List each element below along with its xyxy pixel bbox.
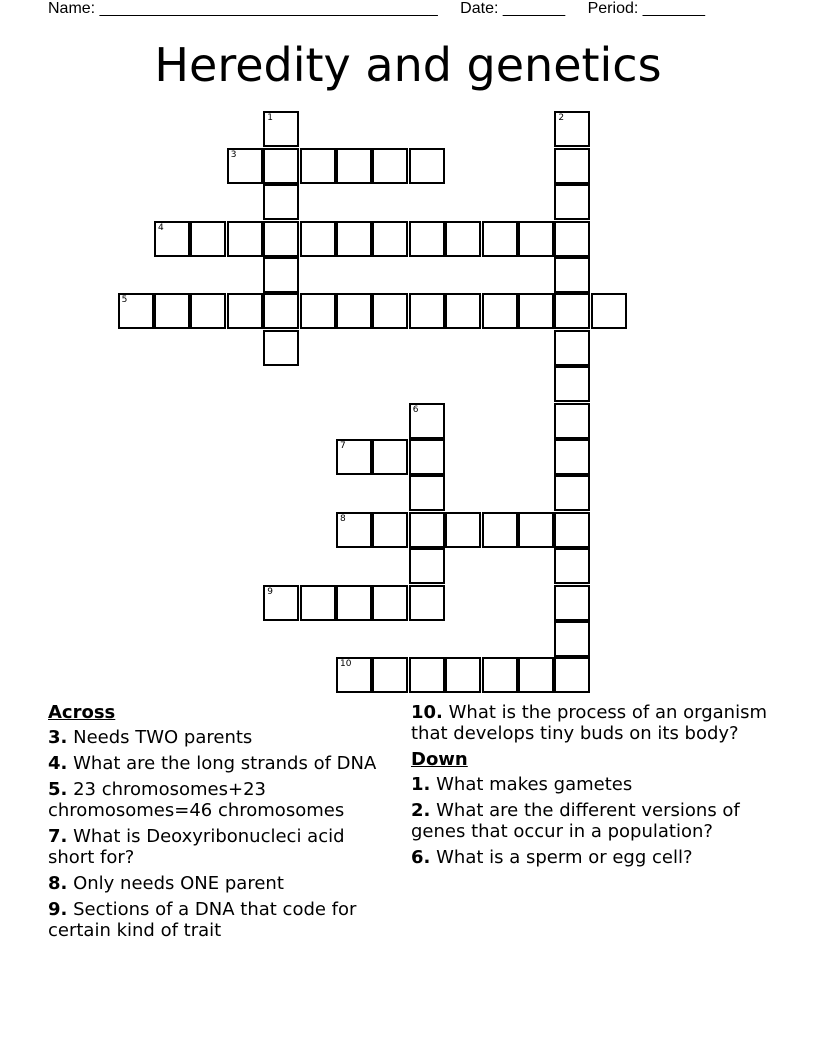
crossword-cell[interactable]: [263, 257, 299, 293]
crossword-cell[interactable]: [263, 293, 299, 329]
crossword-cell[interactable]: [190, 293, 226, 329]
clue-number-label: 4: [158, 222, 164, 233]
clue-number: 6.: [411, 847, 431, 868]
clue-text: Only needs ONE parent: [73, 873, 284, 894]
crossword-cell[interactable]: [554, 475, 590, 511]
clue-number-label: 5: [121, 295, 128, 306]
clue-number-label: 10: [340, 659, 352, 670]
clue-number-label: 1: [267, 113, 273, 124]
clue-number-label: 3: [230, 149, 237, 160]
crossword-cell[interactable]: [518, 657, 554, 693]
crossword-cell[interactable]: [482, 512, 518, 548]
clue-column-left: [48, 702, 388, 946]
clue-text: Sections of a DNA that code for certain kind of trait: [48, 899, 357, 941]
crossword-cell[interactable]: [263, 585, 299, 621]
crossword-cell[interactable]: [554, 330, 590, 366]
crossword-cell[interactable]: [154, 293, 190, 329]
clue-text: What is a sperm or egg cell?: [436, 847, 693, 868]
crossword-cell[interactable]: [518, 221, 554, 257]
clue-across-5: [48, 779, 388, 821]
crossword-cell[interactable]: [554, 439, 590, 475]
clue-down-1: [411, 774, 771, 795]
crossword-cell[interactable]: [263, 221, 299, 257]
clue-number-label: 8: [340, 513, 346, 524]
crossword-cell[interactable]: [445, 221, 481, 257]
clue-across-10: [411, 702, 771, 744]
clue-across-8: [48, 873, 388, 894]
clue-number: 1.: [411, 774, 431, 795]
clue-across-7: [48, 826, 388, 868]
clue-text: What are the different versions of genes that occur in a population?: [411, 800, 740, 842]
crossword-cell[interactable]: [227, 221, 263, 257]
crossword-cell[interactable]: [336, 512, 372, 548]
crossword-cell[interactable]: [409, 548, 445, 584]
crossword-cell[interactable]: [263, 330, 299, 366]
clue-number: 10.: [411, 702, 443, 723]
clue-across-4: [48, 753, 388, 774]
clue-number: 5.: [48, 779, 68, 800]
crossword-cell[interactable]: [372, 512, 408, 548]
across-heading: Across: [48, 702, 116, 723]
crossword-cell[interactable]: [409, 512, 445, 548]
page-title: Heredity and genetics: [154, 38, 662, 92]
crossword-cell[interactable]: [518, 512, 554, 548]
crossword-cell[interactable]: [409, 439, 445, 475]
clue-text: What makes gametes: [436, 774, 633, 795]
clue-number: 7.: [48, 826, 68, 847]
clue-text: Needs TWO parents: [73, 727, 253, 748]
crossword-cell[interactable]: [445, 512, 481, 548]
clue-number: 9.: [48, 899, 68, 920]
crossword-cell[interactable]: [336, 439, 372, 475]
crossword-cell[interactable]: [554, 621, 590, 657]
crossword-cell[interactable]: [190, 221, 226, 257]
crossword-cell[interactable]: [227, 293, 263, 329]
clue-number: 2.: [411, 800, 431, 821]
name-field[interactable]: Name: ______________________________________: [48, 0, 438, 17]
clue-down-2: [411, 800, 771, 842]
crossword-cell[interactable]: [409, 221, 445, 257]
clue-text: What are the long strands of DNA: [73, 753, 377, 774]
crossword-cell[interactable]: [554, 548, 590, 584]
crossword-cell[interactable]: [300, 293, 336, 329]
crossword-cell[interactable]: [591, 293, 627, 329]
clue-number: 3.: [48, 727, 68, 748]
crossword-cell[interactable]: [409, 148, 445, 184]
crossword-cell[interactable]: [409, 475, 445, 511]
crossword-cell[interactable]: [336, 221, 372, 257]
clue-text: 23 chromosomes+23 chromosomes=46 chromosomes: [48, 779, 345, 821]
crossword-cell[interactable]: [336, 657, 372, 693]
date-field[interactable]: Date: _______: [460, 0, 566, 17]
crossword-cell[interactable]: [372, 221, 408, 257]
crossword-cell[interactable]: [372, 439, 408, 475]
down-heading: Down: [411, 749, 468, 770]
crossword-cell[interactable]: [372, 148, 408, 184]
crossword-cell[interactable]: [263, 111, 299, 147]
clue-number: 4.: [48, 753, 68, 774]
clue-number-label: 9: [267, 586, 273, 597]
clue-down-6: [411, 847, 771, 868]
clue-number: 8.: [48, 873, 68, 894]
crossword-cell[interactable]: [336, 148, 372, 184]
crossword-cell[interactable]: [336, 585, 372, 621]
period-field[interactable]: Period: _______: [587, 0, 706, 17]
crossword-cell[interactable]: [300, 221, 336, 257]
crossword-cell[interactable]: [554, 657, 590, 693]
crossword-cell[interactable]: [482, 293, 518, 329]
crossword-cell[interactable]: [445, 657, 481, 693]
crossword-cell[interactable]: [445, 293, 481, 329]
crossword-cell[interactable]: [554, 512, 590, 548]
crossword-cell[interactable]: [554, 293, 590, 329]
clue-number-label: 2: [558, 113, 565, 124]
crossword-cell[interactable]: [372, 657, 408, 693]
crossword-cell[interactable]: [154, 221, 190, 257]
clue-text: What is Deoxyribonucleci acid short for?: [48, 826, 345, 868]
clue-number-label: 6: [412, 404, 419, 415]
crossword-cell[interactable]: [518, 293, 554, 329]
clue-number-label: 7: [340, 441, 346, 451]
clue-text: What is the process of an organism that develops tiny buds on its body?: [411, 702, 767, 744]
crossword-cell[interactable]: [554, 366, 590, 402]
crossword-cell[interactable]: [409, 293, 445, 329]
crossword-cell[interactable]: [482, 221, 518, 257]
crossword-cell[interactable]: [554, 221, 590, 257]
crossword-cell[interactable]: [227, 148, 263, 184]
crossword-cell[interactable]: [554, 403, 590, 439]
crossword-cell[interactable]: [336, 293, 372, 329]
crossword-cell[interactable]: [409, 657, 445, 693]
crossword-cell[interactable]: [300, 585, 336, 621]
crossword-cell[interactable]: [372, 293, 408, 329]
crossword-cell[interactable]: [554, 111, 590, 147]
crossword-cell[interactable]: [409, 585, 445, 621]
clue-across-9: [48, 899, 388, 941]
crossword-cell[interactable]: [482, 657, 518, 693]
crossword-cell[interactable]: [554, 257, 590, 293]
crossword-cell[interactable]: [409, 403, 445, 439]
crossword-cell[interactable]: [263, 148, 299, 184]
crossword-cell[interactable]: [300, 148, 336, 184]
crossword-cell[interactable]: [554, 148, 590, 184]
crossword-cell[interactable]: [554, 184, 590, 220]
crossword-cell[interactable]: [118, 293, 154, 329]
crossword-cell[interactable]: [554, 585, 590, 621]
crossword-cell[interactable]: [372, 585, 408, 621]
clue-across-3: [48, 727, 388, 748]
clue-column-right: [411, 702, 771, 873]
crossword-cell[interactable]: [263, 184, 299, 220]
